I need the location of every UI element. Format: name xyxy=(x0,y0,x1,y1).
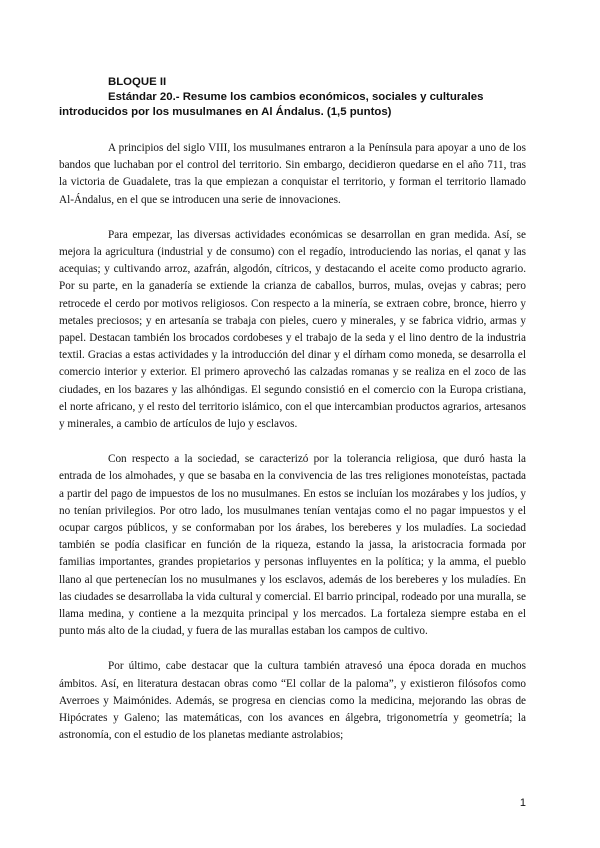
paragraph-introduction: A principios del siglo VIII, los musulmanes entraron a la Península para apoyar a uno de los bandos que luchaban por el control del territorio. Sin embargo, decidieron quedarse en el año 711, tras la victoria de Guadalete, tras la que empiezan a conquistar el territorio, y forman el territorio llamado Al-Ándalus, en el que se introducen una serie de innovaciones. xyxy=(59,142,526,206)
standard-heading-line-2: introducidos por los musulmanes en Al Ándalus. (1,5 puntos) xyxy=(59,106,392,118)
block-heading: BLOQUE II xyxy=(108,76,167,88)
paragraph-society: Con respecto a la sociedad, se caracterizó por la tolerancia religiosa, que duró hasta la entrada de los almohades, y que se basaba en la convivencia de las tres religiones monoteístas, pactada a partir del pago de impuestos de los no musulmanes. En estos se incluían los mozárabes y los judíos, y no tenían privilegios. Por otro lado, los musulmanes tenían ventajas como el no pagar impuestos y el ocupar cargos públicos, y se conformaban por los árabes, los bereberes y los muladíes. La sociedad también se podía clasificar en función de la riqueza, estando la jassa, la aristocracia formada por familias importantes, grandes propietarios y personas influyentes en la política; y la amma, el pueblo llano al que pertenecían los no musulmanes y los esclavos, además de los bereberes y los muladíes. En las ciudades se desarrollaba la vida cultural y comercial. El barrio principal, rodeado por una muralla, se llama medina, y contiene a la mezquita principal y los mercados. La fortaleza siempre estaba en el punto más alto de la ciudad, y fuera de las murallas estaban los campos de cultivo. xyxy=(59,453,526,638)
page-number: 1 xyxy=(519,797,526,809)
paragraph-economy: Para empezar, las diversas actividades económicas se desarrollan en gran medida. Así, se mejora la agricultura (industrial y de consumo) con el regadío, introduciendo las norias, el qanat y las acequias; y cultivando arroz, azafrán, algodón, cítricos, y destacando el aceite como producto agrario. Por su parte, en la ganadería se extiende la crianza de caballos, burros, mulas, ovejas y cabras; pero retrocede el cerdo por motivos religiosos. Con respecto a la minería, se extraen cobre, bronce, hierro y metales preciosos; y en artesanía se trabaja con pieles, cuero y minerales, y se fabrica vidrio, armas y papel. Destacan también los brocados cordobeses y el trabajo de la seda y el lino dentro de la industria textil. Gracias a estas actividades y la introducción del dinar y el dírham como moneda, se desarrolla el comercio interior y exterior. El primero aprovechó las calzadas romanas y se realiza en el zoco de las ciudades, en los bazares y las alhóndigas. El segundo consistió en el comercio con la Europa cristiana, el norte africano, y el resto del territorio islámico, con el que intercambian productos agrarios, artesanos y minerales, a cambio de artículos de lujo y esclavos. xyxy=(59,228,526,431)
document-content xyxy=(59,75,526,745)
standard-heading-line-1: Estándar 20.- Resume los cambios económicos, sociales y culturales xyxy=(108,91,484,103)
paragraph-culture: Por último, cabe destacar que la cultura también atravesó una época dorada en muchos ámbitos. Así, en literatura destacan obras como “El collar de la paloma”, y existieron filósofos como Averroes y Maimónides. Además, se progresa en ciencias como la medicina, mejorando las obras de Hipócrates y Galeno; las matemáticas, con los avances en álgebra, trigonometría y geometría; la astronomía, con el estudio de los planetas mediante astrolabios; xyxy=(59,660,526,742)
